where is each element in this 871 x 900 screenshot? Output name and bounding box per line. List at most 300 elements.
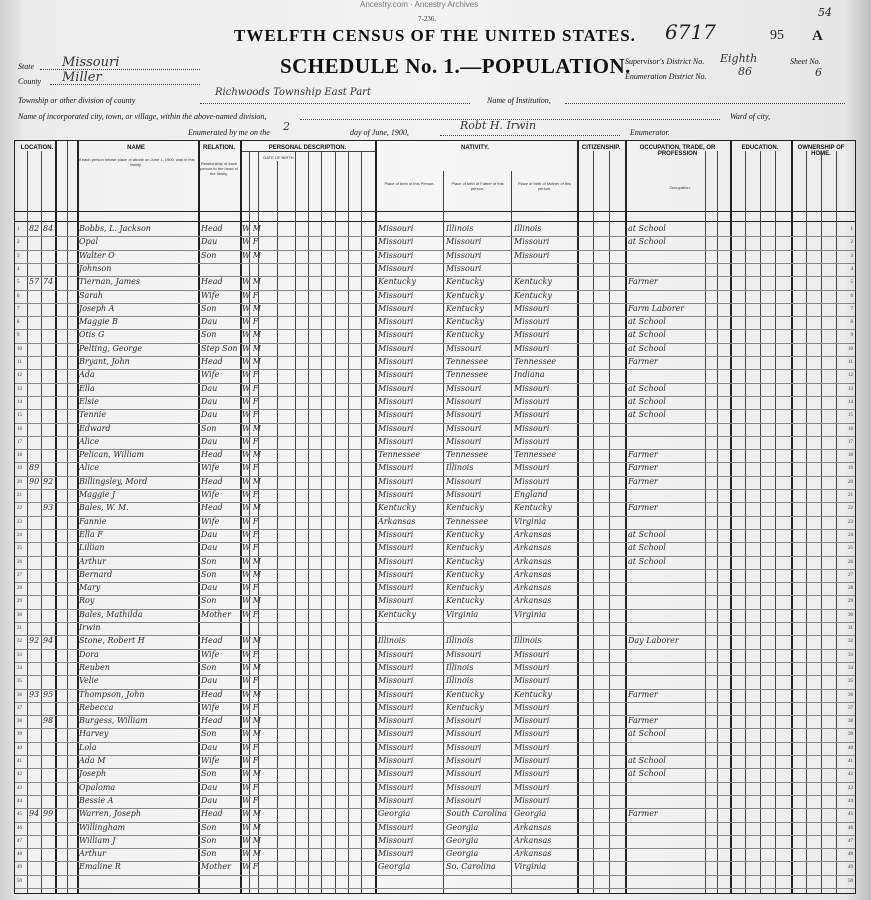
person-name: Edward xyxy=(79,423,111,433)
relation: Wife xyxy=(201,290,220,300)
township-label: Township or other division of county xyxy=(18,96,136,105)
birthplace-mother: Arkansas xyxy=(514,835,552,845)
color-sex: W M xyxy=(242,224,261,233)
relation: Wife xyxy=(201,490,220,499)
birthplace-person: Missouri xyxy=(378,742,414,752)
relation: Dau xyxy=(201,317,218,327)
row-number: 12 xyxy=(17,373,22,379)
relation: Dau xyxy=(201,436,218,446)
row-number: 16 xyxy=(17,426,22,432)
occupation: Farmer xyxy=(628,476,658,486)
person-name: Bessie A xyxy=(79,795,114,805)
person-name: Fannie xyxy=(79,516,107,526)
birthplace-father: Missouri xyxy=(446,396,482,406)
birthplace-father: Missouri xyxy=(446,649,482,659)
state-label: State xyxy=(18,62,34,71)
birthplace-mother: Missouri xyxy=(514,237,550,247)
relation: Head xyxy=(201,809,223,819)
birthplace-mother: Missouri xyxy=(514,662,550,672)
person-name: Lillian xyxy=(79,543,105,553)
relation: Wife xyxy=(201,516,220,526)
occupation-description: Occupation. xyxy=(669,185,691,190)
row-number: 14 xyxy=(17,399,22,405)
row-number-right: 21 xyxy=(848,493,853,498)
family-number: 93 xyxy=(43,503,54,513)
person-name: Pelting, George xyxy=(79,343,143,353)
birthplace-person: Missouri xyxy=(378,490,414,499)
relation: Head xyxy=(201,716,223,726)
page-letter: A xyxy=(812,28,823,44)
row-number-right: 38 xyxy=(848,719,853,725)
row-number-right: 9 xyxy=(850,333,853,339)
person-name: Bobbs, L. Jackson xyxy=(79,224,151,233)
color-sex: W M xyxy=(242,277,261,287)
birthplace-person: Missouri xyxy=(378,317,414,327)
row-number: 2 xyxy=(17,240,20,246)
row-divider xyxy=(15,888,855,889)
color-sex: W M xyxy=(242,689,261,699)
birthplace-person: Missouri xyxy=(378,662,414,672)
occupation-header: OCCUPATION, TRADE, OR PROFESSION xyxy=(639,145,716,157)
person-name: Thompson, John xyxy=(79,689,145,699)
person-name: Arthur xyxy=(79,849,106,859)
birthplace-mother: Arkansas xyxy=(514,529,552,539)
color-sex: W F xyxy=(242,436,259,446)
row-number-right: 47 xyxy=(848,838,853,844)
family-number: 95 xyxy=(43,689,54,699)
birthplace-person: Missouri xyxy=(378,529,414,539)
row-number-right: 40 xyxy=(848,745,853,751)
color-sex: W F xyxy=(242,795,259,805)
dwelling-number: 82 xyxy=(29,224,40,233)
row-number: 49 xyxy=(17,865,22,871)
birthplace-mother: Arkansas xyxy=(514,569,552,579)
dwelling-number: 90 xyxy=(29,476,40,486)
color-sex: W F xyxy=(242,702,259,712)
row-number-right: 23 xyxy=(848,519,853,525)
birthplace-person: Missouri xyxy=(378,396,414,406)
person-name: Pelican, William xyxy=(79,450,145,460)
color-sex: W M xyxy=(242,822,261,832)
birthplace-father: So. Carolina xyxy=(446,862,496,872)
occupation: at School xyxy=(628,529,666,539)
person-name: Tiernan, James xyxy=(79,277,141,287)
row-number: 45 xyxy=(17,812,22,818)
row-number: 40 xyxy=(17,745,22,751)
row-number: 48 xyxy=(17,852,22,858)
row-number-right: 1 xyxy=(850,227,853,232)
supervisor-value: Eighth xyxy=(720,52,758,65)
relation: Wife xyxy=(201,756,220,765)
occupation: at School xyxy=(628,330,666,340)
birthplace-father: Illinois xyxy=(446,463,474,473)
person-name: Opaloma xyxy=(79,782,116,792)
row-number-right: 36 xyxy=(848,692,853,698)
birthplace-person: Missouri xyxy=(378,729,414,739)
birthplace-mother: Arkansas xyxy=(514,596,552,606)
person-name: Johnson xyxy=(79,263,112,273)
birthplace-person: Missouri xyxy=(378,383,414,393)
person-name: Walter O xyxy=(79,250,115,260)
color-sex: W M xyxy=(242,716,261,726)
birthplace-person: Missouri xyxy=(378,676,414,686)
occupation: at School xyxy=(628,543,666,553)
row-number-right: 39 xyxy=(848,732,853,738)
row-number: 7 xyxy=(17,306,20,312)
row-number: 4 xyxy=(17,266,20,272)
row-number-right: 17 xyxy=(848,439,853,445)
birthplace-father: Missouri xyxy=(446,343,482,353)
dwelling-number: 92 xyxy=(29,636,40,646)
color-sex: W F xyxy=(242,529,259,539)
birthplace-person: Missouri xyxy=(378,343,414,353)
occupation: at School xyxy=(628,383,666,393)
birthplace-father: Kentucky xyxy=(446,543,484,553)
row-number-right: 14 xyxy=(848,399,853,405)
person-name: Emaline R xyxy=(79,862,121,872)
row-number: 22 xyxy=(17,506,22,512)
row-number: 18 xyxy=(17,453,22,459)
relation: Dau xyxy=(201,396,218,406)
enumerator-name: Robt H. Irwin xyxy=(460,119,537,132)
row-number-right: 30 xyxy=(848,612,853,618)
row-number: 17 xyxy=(17,439,22,445)
relation: Son xyxy=(201,250,217,260)
birthplace-person: Missouri xyxy=(378,822,414,832)
birthplace-person: Missouri xyxy=(378,476,414,486)
schedule-title: SCHEDULE No. 1.—POPULATION. xyxy=(280,54,631,78)
person-name: Alice xyxy=(79,436,100,446)
color-sex: W M xyxy=(242,250,261,260)
relation: Dau xyxy=(201,383,218,393)
occupation: at School xyxy=(628,729,666,739)
relation: Head xyxy=(201,476,223,486)
row-number-right: 22 xyxy=(848,506,853,512)
row-number: 30 xyxy=(17,612,22,618)
birthplace-father: South Carolina xyxy=(446,809,507,819)
color-sex: W M xyxy=(242,330,261,340)
sheet-label: Sheet No. xyxy=(790,57,821,66)
color-sex: W M xyxy=(242,423,261,433)
row-number-right: 13 xyxy=(848,386,853,392)
occupation: at School xyxy=(628,556,666,566)
enum-district-label: Enumeration District No. xyxy=(625,72,707,81)
birthplace-mother: Missouri xyxy=(514,729,550,739)
birthplace-person: Kentucky xyxy=(378,609,416,619)
row-number: 43 xyxy=(17,785,22,791)
state-value: Missouri xyxy=(62,55,120,70)
row-divider xyxy=(15,875,855,876)
relation: Wife xyxy=(201,370,220,380)
person-name: Ada M xyxy=(79,756,106,765)
row-number: 28 xyxy=(17,586,22,592)
birthplace-father: Missouri xyxy=(446,383,482,393)
birthplace-person: Missouri xyxy=(378,463,414,473)
birthplace-father: Kentucky xyxy=(446,303,484,313)
row-number-right: 35 xyxy=(848,679,853,685)
institution-label: Name of Institution, xyxy=(487,96,551,105)
color-sex: W F xyxy=(242,609,259,619)
person-name: Irwin xyxy=(79,623,101,632)
row-number-right: 44 xyxy=(848,798,853,804)
relation: Head xyxy=(201,689,223,699)
occupation: at School xyxy=(628,343,666,353)
color-sex: W M xyxy=(242,569,261,579)
color-sex: W M xyxy=(242,835,261,845)
birthplace-person: Missouri xyxy=(378,330,414,340)
birthplace-father: Kentucky xyxy=(446,556,484,566)
person-name: Bales, Mathilda xyxy=(79,609,143,619)
birthplace-mother: Missouri xyxy=(514,330,550,340)
birthplace-person: Missouri xyxy=(378,782,414,792)
birthplace-father: Kentucky xyxy=(446,569,484,579)
pob-person-description: Place of birth of this Person. xyxy=(384,181,435,186)
occupation: Farmer xyxy=(628,716,658,726)
color-sex: W F xyxy=(242,410,259,420)
occupation: Farm Laborer xyxy=(628,303,685,313)
relation: Dau xyxy=(201,676,218,686)
location-header: LOCATION. xyxy=(20,145,54,151)
person-name: Ada xyxy=(79,370,95,380)
row-number-right: 42 xyxy=(848,772,853,778)
color-sex: W M xyxy=(242,476,261,486)
birthplace-mother: Illinois xyxy=(514,224,542,233)
person-name: Otis G xyxy=(79,330,105,340)
birthplace-person: Missouri xyxy=(378,543,414,553)
birthplace-mother: Missouri xyxy=(514,782,550,792)
birthplace-mother: Missouri xyxy=(514,383,550,393)
birthplace-mother: England xyxy=(514,490,548,499)
row-number-right: 5 xyxy=(850,280,853,286)
birthplace-father: Missouri xyxy=(446,410,482,420)
occupation: at School xyxy=(628,317,666,327)
family-number: 84 xyxy=(43,224,54,233)
birthplace-mother: Illinois xyxy=(514,636,542,646)
person-name: Roy xyxy=(79,596,95,606)
row-number-right: 4 xyxy=(850,266,853,272)
row-number: 9 xyxy=(17,333,20,339)
birthplace-father: Tennessee xyxy=(446,516,489,526)
row-number-right: 41 xyxy=(848,759,853,764)
birthplace-father: Kentucky xyxy=(446,702,484,712)
row-number: 46 xyxy=(17,825,22,831)
ward-label: Ward of city, xyxy=(730,112,771,121)
person-name: Arthur xyxy=(79,556,106,566)
relation: Dau xyxy=(201,410,218,420)
color-sex: W F xyxy=(242,756,259,765)
birthplace-mother: Missouri xyxy=(514,343,550,353)
birthplace-father: Illinois xyxy=(446,636,474,646)
birthplace-mother: Kentucky xyxy=(514,277,552,287)
row-number: 3 xyxy=(17,253,20,259)
ownership-header: OWNERSHIP OF HOME. xyxy=(797,145,845,157)
row-number-right: 33 xyxy=(848,652,853,658)
birthplace-mother: Tennessee xyxy=(514,450,557,460)
row-number: 38 xyxy=(17,719,22,725)
color-sex: W F xyxy=(242,649,259,659)
row-number-right: 34 xyxy=(848,665,853,671)
relation: Head xyxy=(201,450,223,460)
birthplace-father: Kentucky xyxy=(446,689,484,699)
color-sex: W M xyxy=(242,556,261,566)
relation: Son xyxy=(201,556,217,566)
row-number-right: 15 xyxy=(848,413,853,419)
birthplace-father: Missouri xyxy=(446,250,482,260)
relation: Son xyxy=(201,849,217,859)
color-sex: W F xyxy=(242,583,259,593)
dwelling-number: 93 xyxy=(29,689,40,699)
color-sex: W F xyxy=(242,543,259,553)
education-header: EDUCATION. xyxy=(741,145,779,151)
row-number: 21 xyxy=(17,493,22,498)
birthplace-father: Missouri xyxy=(446,756,482,765)
row-number-right: 26 xyxy=(848,559,853,565)
relation: Dau xyxy=(201,583,218,593)
person-name: Joseph xyxy=(79,769,107,779)
birthplace-father: Missouri xyxy=(446,769,482,779)
birthplace-mother: Virginia xyxy=(514,609,547,619)
personal-header: PERSONAL DESCRIPTION. xyxy=(268,145,347,151)
row-number: 8 xyxy=(17,320,20,326)
row-number: 26 xyxy=(17,559,22,565)
birthplace-mother: Missouri xyxy=(514,476,550,486)
birthplace-mother: Kentucky xyxy=(514,689,552,699)
birthplace-father: Kentucky xyxy=(446,317,484,327)
row-number-right: 25 xyxy=(848,546,853,552)
birthplace-person: Georgia xyxy=(378,862,411,872)
birthplace-person: Missouri xyxy=(378,849,414,859)
relation: Dau xyxy=(201,543,218,553)
relation: Son xyxy=(201,729,217,739)
relation: Son xyxy=(201,423,217,433)
color-sex: W M xyxy=(242,769,261,779)
person-name: Velie xyxy=(79,676,99,686)
enumerated-label: Enumerated by me on the xyxy=(188,128,270,137)
birthplace-mother: Missouri xyxy=(514,250,550,260)
birthplace-person: Missouri xyxy=(378,689,414,699)
color-sex: W F xyxy=(242,383,259,393)
birthplace-father: Missouri xyxy=(446,436,482,446)
relation: Dau xyxy=(201,795,218,805)
row-number: 13 xyxy=(17,386,22,392)
row-number-right: 27 xyxy=(848,572,853,578)
county-label: County xyxy=(18,77,42,86)
row-number: 5 xyxy=(17,280,20,286)
relation: Dau xyxy=(201,782,218,792)
row-number: 34 xyxy=(17,665,22,671)
row-number: 33 xyxy=(17,652,22,658)
color-sex: W F xyxy=(242,862,259,872)
birthplace-father: Illinois xyxy=(446,224,474,233)
occupation: at School xyxy=(628,769,666,779)
person-name: Opal xyxy=(79,237,99,247)
birthplace-mother: Arkansas xyxy=(514,849,552,859)
birthplace-mother: Arkansas xyxy=(514,556,552,566)
birthplace-person: Missouri xyxy=(378,795,414,805)
relation: Step Son xyxy=(201,343,238,353)
row-number-right: 19 xyxy=(848,466,853,472)
row-number: 27 xyxy=(17,572,22,578)
row-number: 35 xyxy=(17,679,22,685)
row-number: 23 xyxy=(17,519,22,525)
birthplace-mother: Kentucky xyxy=(514,290,552,300)
name-description: of each person whose place of abode on June 1, 1900, was in this family. xyxy=(77,157,195,167)
birthplace-person: Missouri xyxy=(378,756,414,765)
relation: Son xyxy=(201,569,217,579)
occupation: Farmer xyxy=(628,357,658,366)
color-sex: W M xyxy=(242,729,261,739)
row-number: 15 xyxy=(17,413,22,419)
person-name: Alice xyxy=(79,463,100,473)
birthplace-person: Missouri xyxy=(378,556,414,566)
dwelling-number: 89 xyxy=(29,463,40,473)
birthplace-person: Missouri xyxy=(378,250,414,260)
occupation: Farmer xyxy=(628,277,658,287)
color-sex: W M xyxy=(242,343,261,353)
row-number: 41 xyxy=(17,759,22,764)
occupation: Farmer xyxy=(628,503,658,513)
relation: Son xyxy=(201,330,217,340)
birthplace-person: Missouri xyxy=(378,370,414,380)
birthplace-mother: Missouri xyxy=(514,795,550,805)
relation: Son xyxy=(201,662,217,672)
birthplace-father: Illinois xyxy=(446,676,474,686)
row-number-right: 31 xyxy=(848,626,853,631)
nativity-header: NATIVITY. xyxy=(461,145,489,151)
birthplace-father: Georgia xyxy=(446,849,479,859)
color-sex: W F xyxy=(242,317,259,327)
birthplace-father: Tennessee xyxy=(446,370,489,380)
row-number-right: 11 xyxy=(848,360,853,365)
city-label: Name of incorporated city, town, or village, within the above-named division, xyxy=(18,112,267,121)
relation: Wife xyxy=(201,649,220,659)
occupation: Farmer xyxy=(628,450,658,460)
birthplace-father: Illinois xyxy=(446,662,474,672)
dwelling-number: 57 xyxy=(29,277,40,287)
person-name: Burgess, William xyxy=(79,716,148,726)
row-number: 1 xyxy=(17,227,20,232)
birthplace-person: Missouri xyxy=(378,237,414,247)
birthplace-father: Kentucky xyxy=(446,290,484,300)
row-number: 6 xyxy=(17,293,20,299)
color-sex: W F xyxy=(242,463,259,473)
birthplace-father: Missouri xyxy=(446,237,482,247)
color-sex: W F xyxy=(242,370,259,380)
birthplace-mother: Missouri xyxy=(514,423,550,433)
birthplace-father: Missouri xyxy=(446,742,482,752)
person-name: Dora xyxy=(79,649,99,659)
birthplace-person: Tennessee xyxy=(378,450,421,460)
relation: Son xyxy=(201,769,217,779)
row-number-right: 37 xyxy=(848,705,853,711)
relation: Head xyxy=(201,357,223,366)
occupation: at School xyxy=(628,756,666,765)
family-number: 99 xyxy=(43,809,54,819)
person-name: Lola xyxy=(79,742,97,752)
color-sex: W M xyxy=(242,636,261,646)
person-name: Bernard xyxy=(79,569,113,579)
birthplace-mother: Missouri xyxy=(514,317,550,327)
person-name: Mary xyxy=(79,583,101,593)
birthplace-person: Missouri xyxy=(378,769,414,779)
birthplace-father: Kentucky xyxy=(446,529,484,539)
relation: Dau xyxy=(201,529,218,539)
supervisor-label: Supervisor's District No. xyxy=(625,57,705,66)
birthplace-person: Missouri xyxy=(378,290,414,300)
birthplace-father: Kentucky xyxy=(446,277,484,287)
row-number-right: 29 xyxy=(848,599,853,605)
color-sex: W M xyxy=(242,357,261,366)
